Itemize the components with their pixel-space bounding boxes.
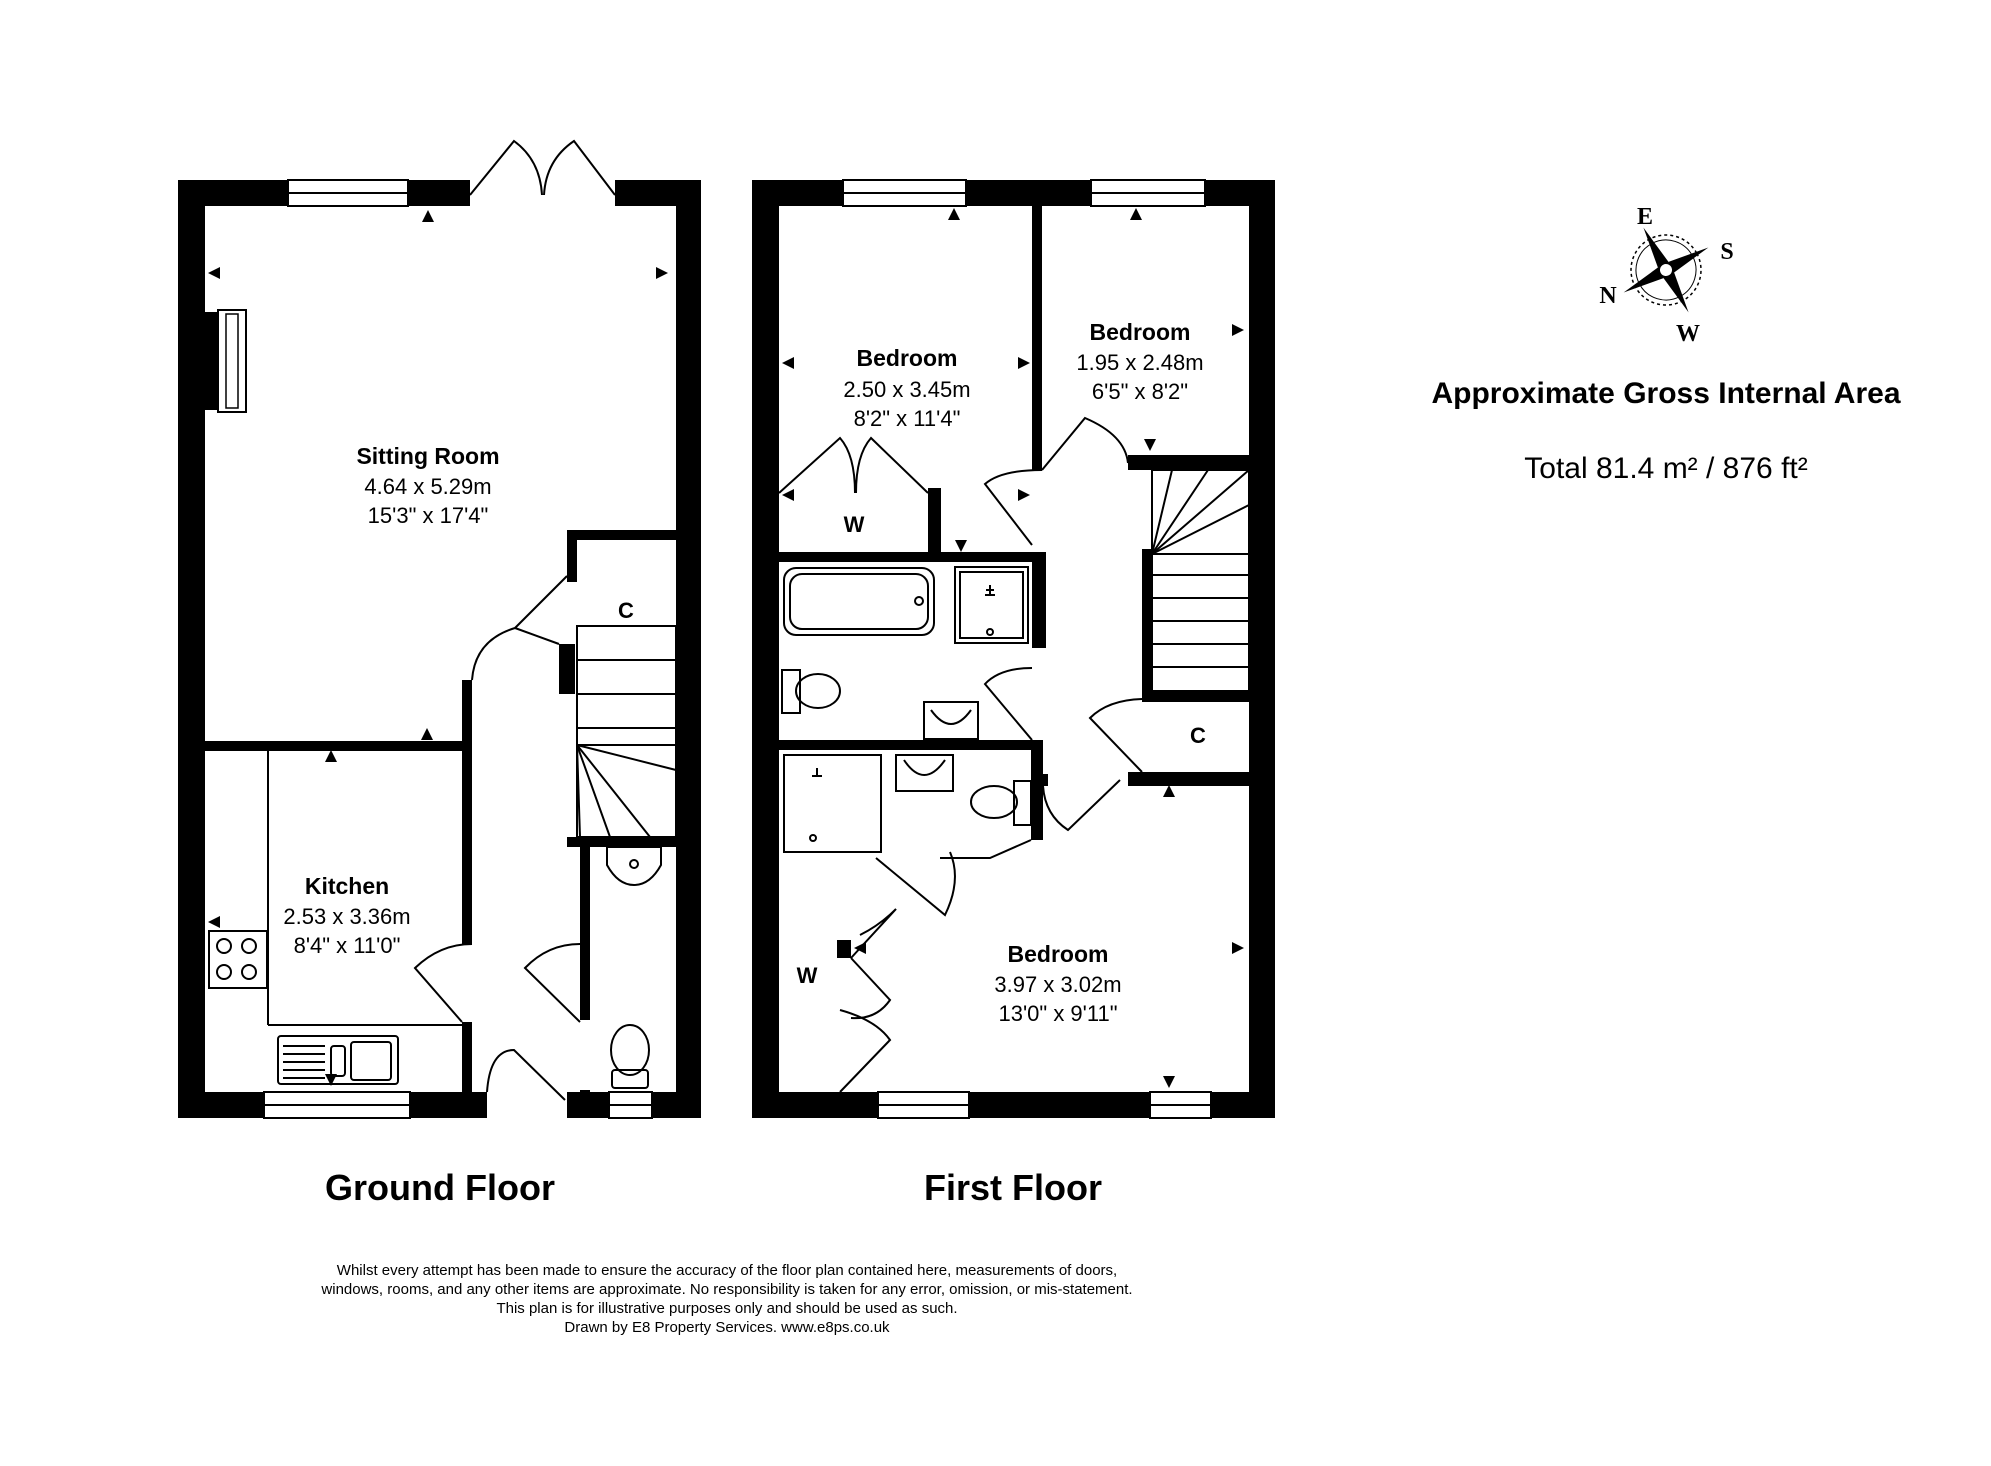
compass-west-label: W <box>1676 321 1700 347</box>
disclaimer-line-1: Whilst every attempt has been made to ensure the accuracy of the floor plan contained here, measurements of doors, <box>336 1262 1118 1279</box>
bedroom-3-metric: 3.97 x 3.02m <box>994 972 1122 997</box>
bedroom-2-imperial: 6'5" x 8'2" <box>1091 379 1189 404</box>
area-title: Approximate Gross Internal Area <box>1431 377 1901 410</box>
first-floor-plan <box>752 180 1275 1208</box>
bedroom-1-imperial: 8'2" x 11'4" <box>853 406 961 431</box>
bedroom-3-name: Bedroom <box>1007 941 1109 967</box>
sitting-room-imperial: 15'3" x 17'4" <box>367 503 489 528</box>
ground-floor-title: Ground Floor <box>325 1167 555 1208</box>
compass-east-label: E <box>1636 204 1654 230</box>
wardrobe-label-2: W <box>796 963 818 988</box>
disclaimer-line-4: Drawn by E8 Property Services. www.e8ps.co.uk <box>564 1319 890 1336</box>
ground-floor-plan <box>178 141 701 1208</box>
bedroom-2-metric: 1.95 x 2.48m <box>1076 350 1204 375</box>
ground-cupboard-label: C <box>618 598 634 623</box>
bedroom-1-metric: 2.50 x 3.45m <box>843 377 971 402</box>
first-cupboard-label: C <box>1190 723 1206 748</box>
bedroom-3-imperial: 13'0" x 9'11" <box>998 1001 1118 1026</box>
compass-south-label: S <box>1720 239 1734 265</box>
sitting-room-name: Sitting Room <box>356 443 500 469</box>
bedroom-1-name: Bedroom <box>856 345 958 371</box>
kitchen-imperial: 8'4" x 11'0" <box>293 933 401 958</box>
disclaimer-line-2: windows, rooms, and any other items are approximate. No responsibility is taken for any error, omission, or mis-statement. <box>321 1281 1133 1298</box>
kitchen-metric: 2.53 x 3.36m <box>283 904 411 929</box>
first-floor-title: First Floor <box>924 1167 1102 1208</box>
area-total: Total 81.4 m² / 876 ft² <box>1524 452 1808 485</box>
sitting-room-metric: 4.64 x 5.29m <box>364 474 492 499</box>
kitchen-name: Kitchen <box>304 873 390 899</box>
wardrobe-label-1: W <box>843 512 865 537</box>
compass-rose <box>1601 205 1734 335</box>
bedroom-2-name: Bedroom <box>1089 319 1191 345</box>
compass-north-label: N <box>1599 283 1617 309</box>
disclaimer-line-3: This plan is for illustrative purposes only and should be used as such. <box>496 1300 958 1317</box>
